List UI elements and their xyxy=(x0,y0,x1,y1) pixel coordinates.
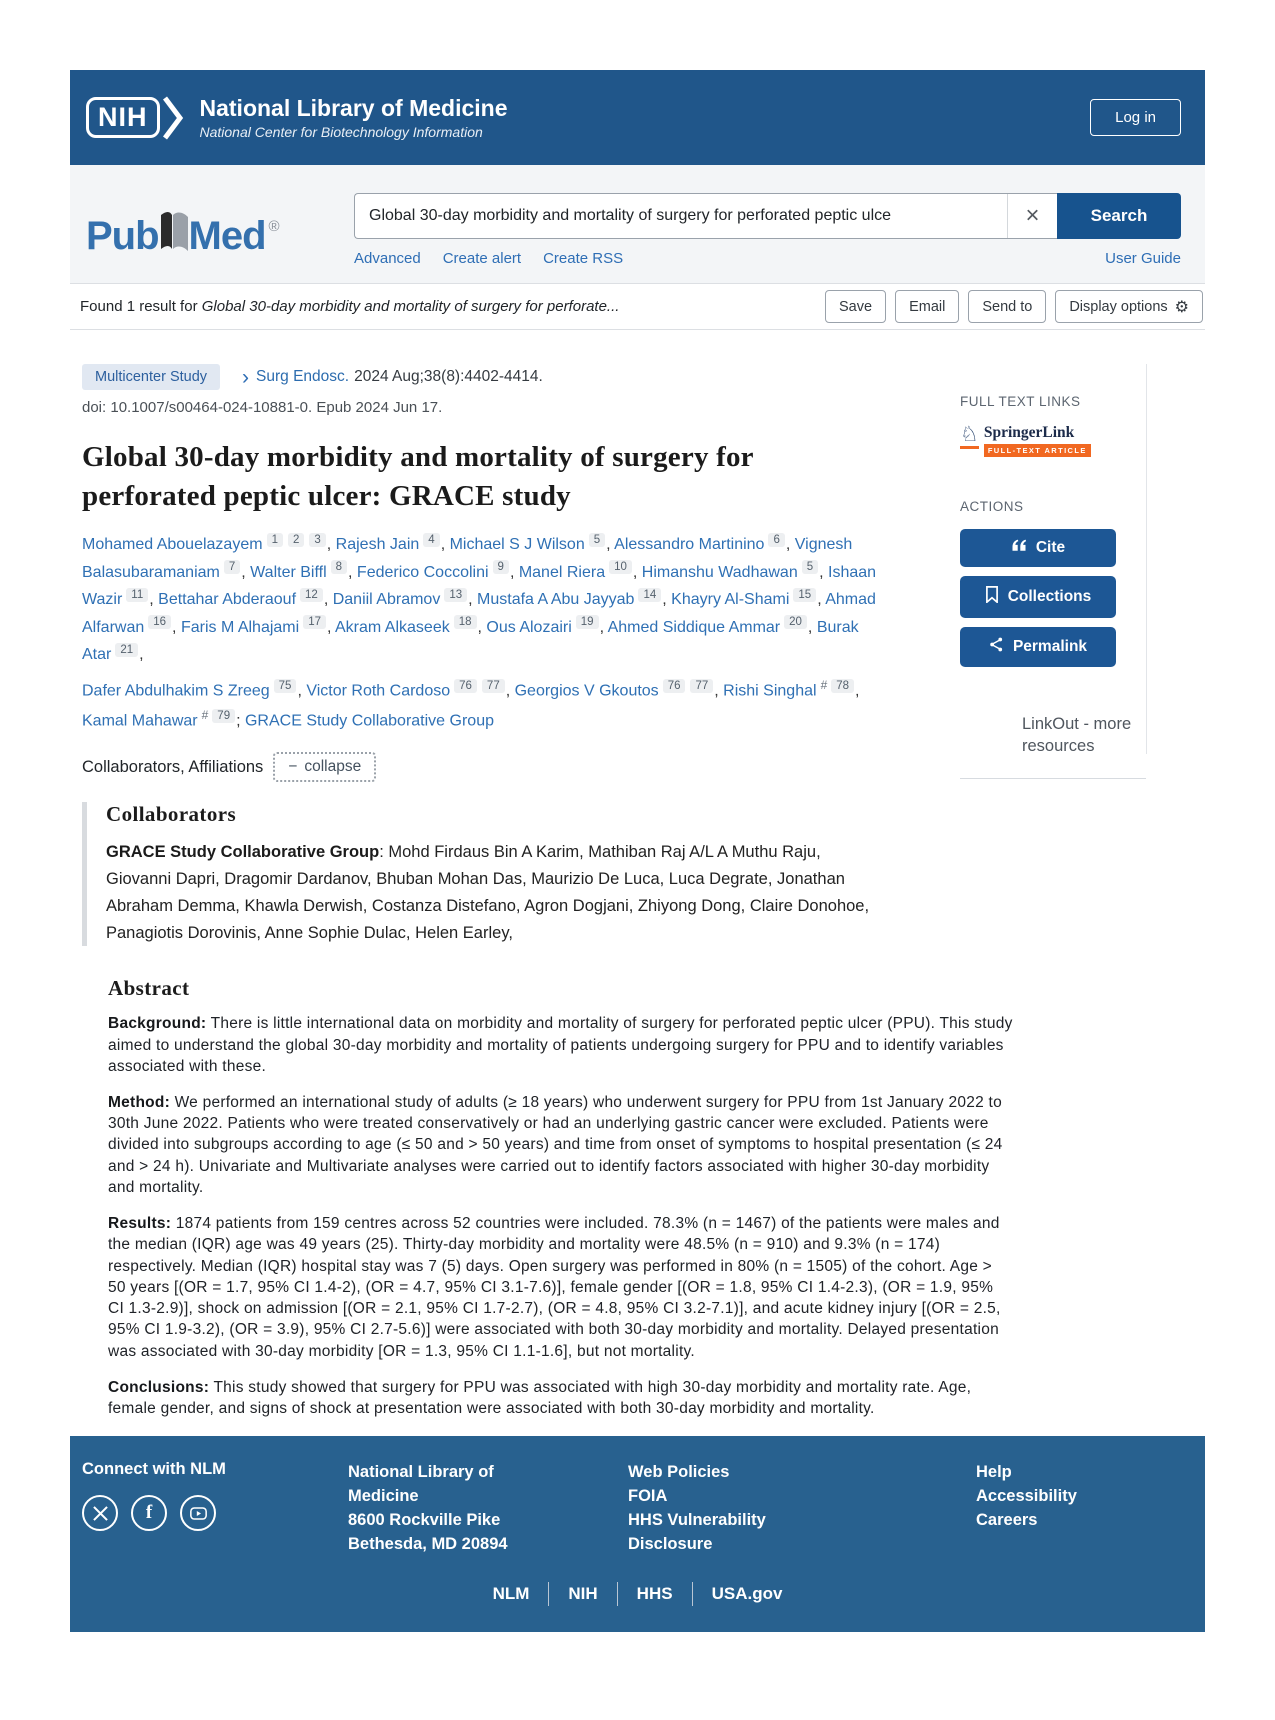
collaborators-section xyxy=(82,802,882,946)
author-link[interactable]: Mustafa A Abu Jayyab xyxy=(477,591,635,609)
footer-link[interactable]: Web Policies xyxy=(628,1463,730,1482)
journal-link[interactable]: Surg Endosc. xyxy=(256,368,350,385)
author-affiliation-sup: 19 xyxy=(576,615,599,629)
author-affiliation-sup: # xyxy=(201,707,209,722)
org-name: National Library of Medicine xyxy=(199,94,508,121)
youtube-icon[interactable] xyxy=(180,1495,216,1531)
author-affiliation-sup: 12 xyxy=(300,588,323,602)
author-link[interactable]: Rishi Singhal xyxy=(723,682,817,700)
author-affiliation-sup: 76 xyxy=(663,679,686,693)
abstract-paragraph: Conclusions: This study showed that surgery for PPU was associated with high 30-day morbidity and mortality rate. Age, female gender, and signs of shock at presentation were associated with both 30-day morbidity and mortality. xyxy=(108,1378,972,1418)
site-footer xyxy=(70,1436,1205,1632)
gear-icon: ⚙ xyxy=(1174,297,1189,316)
author-link[interactable]: Rajesh Jain xyxy=(335,536,420,554)
pubmed-logo-med: Med xyxy=(188,214,266,258)
author-link[interactable]: Akram Alkaseek xyxy=(335,618,450,636)
journal-chevron-icon: › xyxy=(242,365,250,389)
minus-icon: − xyxy=(288,758,298,776)
author-affiliation-sup: 16 xyxy=(148,615,171,629)
email-button[interactable]: Email xyxy=(895,290,959,323)
footer-bottom-link[interactable]: USA.gov xyxy=(692,1582,802,1606)
article-title: Global 30-day morbidity and mortality of surgery for perforated peptic ulcer: GRACE study xyxy=(82,441,754,512)
collaborators-heading: Collaborators xyxy=(106,802,237,827)
share-icon xyxy=(989,637,1004,657)
user-guide-link[interactable]: User Guide xyxy=(1105,250,1181,267)
collections-button[interactable]: Collections xyxy=(960,576,1116,618)
author-link[interactable]: Federico Coccolini xyxy=(356,563,489,581)
nih-chevron-icon xyxy=(162,94,184,142)
footer-link[interactable]: FOIA xyxy=(628,1487,668,1506)
author-link[interactable]: Burak Atar xyxy=(82,618,859,664)
author-affiliation-sup: 9 xyxy=(493,560,509,574)
pubmed-search-band xyxy=(70,165,1205,283)
publication-type-badge[interactable]: Multicenter Study xyxy=(82,364,220,390)
author-group: Mohamed Abouelazayem $^1$ $^2$ $^3$ , Rajesh Jain $^4$ , Michael S J Wilson $^5$ , Alessandro Martinino $^6$ , Vignesh Balasubaramaniam $^7$ , Walter Biffl $^8$ , Federico Coccolini $^9$ , Manel Riera $^{10}$ , Himanshu Wadhawan $^5$ , Ishaan Wazir $^{11}$ , Bettahar Abderaouf $^{12}$ , Daniil Abramov $^{13}$ , Mustafa A Abu Jayyab $^{14}$ , Khayry Al-Shami $^{15}$ , Ahmad Alfarwan $^{16}$ , Faris M Alhajami $^{17}$ , Akram Alkaseek $^{18}$ , Ous Alozairi $^{19}$ , Ahmed Siddique Ammar $^{20}$ , Burak Atar $^{21}$ , xyxy=(82,533,877,664)
author-link[interactable]: Himanshu Wadhawan xyxy=(641,563,798,581)
author-link[interactable]: Michael S J Wilson xyxy=(449,536,585,554)
footer-bottom-link[interactable]: HHS xyxy=(617,1582,692,1606)
author-affiliation-sup: 18 xyxy=(454,615,477,629)
author-affiliation-sup: 6 xyxy=(768,533,784,547)
author-link[interactable]: Walter Biffl xyxy=(250,563,327,581)
collapse-toggle-button[interactable]: − collapse xyxy=(273,752,376,782)
author-affiliation-sup: 13 xyxy=(444,588,467,602)
connect-with-nlm-heading: Connect with NLM xyxy=(82,1460,226,1479)
springer-crest-icon: ♘ xyxy=(960,424,979,449)
author-affiliation-sup: 21 xyxy=(115,643,138,657)
org-title-block xyxy=(200,95,508,141)
footer-policies-column xyxy=(628,1460,818,1556)
springer-name: SpringerLink xyxy=(983,424,1075,441)
registered-mark: ® xyxy=(268,218,280,235)
search-field-wrap xyxy=(354,193,1057,239)
author-affiliation-sup: 5 xyxy=(802,560,818,574)
author-link[interactable]: Manel Riera xyxy=(518,563,606,581)
author-affiliation-sup: 4 xyxy=(423,533,439,547)
author-affiliation-sup: 76 xyxy=(454,679,477,693)
pubmed-logo-pub: Pub xyxy=(86,214,159,258)
footer-link[interactable]: Help xyxy=(976,1463,1012,1482)
springer-link-badge[interactable] xyxy=(960,424,1146,457)
author-link[interactable]: Vignesh Balasubaramaniam xyxy=(82,536,853,581)
author-affiliation-sup: 78 xyxy=(831,679,854,693)
author-affiliation-sup: 14 xyxy=(638,588,661,602)
abstract-paragraph: Results: 1874 patients from 159 centres across 52 countries were included. 78.3% (n = 1467) of the patients were males and the median (IQR) age was 49 years (25). Thirty-day morbidity and mortality were 48.5% (n = 910) and 9.3% (n = 174) respectively. Median (IQR) hospital stay was 7 (5) days. Open surgery was performed in 80% (n = 1505) of the cohort. Age > 50 years [(OR = 1.7, 95% CI 1.4-2), (OR = 4.7, 95% CI 3.1-7.6)], female gender [(OR = 1.8, 95% CI 1.4-2.3), (OR = 1.9, 95% CI 1.3-2.9)], shock on admission [(OR = 2.1, 95% CI 1.7-2.7), (OR = 4.8, 95% CI 3.2-7.1)], and acute kidney injury [(OR = 2.5, 95% CI 1.9-3.2), (OR = 3.9), 95% CI 2.7-5.6)] were associated with both 30-day morbidity and mortality. Delayed presentation was associated with 30-day morbidity [OR = 1.3, 95% CI 1.1-1.6], but not mortality. xyxy=(108,1215,1001,1360)
abstract-paragraph: Background: There is little international data on morbidity and mortality of surgery for perforated peptic ulcer (PPU). This study aimed to understand the global 30-day morbidity and mortality of patients undergoing surgery for PPU and to identify variables associated with these. xyxy=(108,1015,1013,1075)
collaborators-text: GRACE Study Collaborative Group: Mohd Firdaus Bin A Karim, Mathiban Raj A/L A Muthu Raju, Giovanni Dapri, Dragomir Dardanov, Bhuban Mohan Das, Maurizio De Luca, Luca Degrate, Jonathan Abraham Demma, Khawla Derwish, Costanza Distefano, Agron Dogjani, Zhiyong Dong, Claire Donohoe, Panagiotis Dorovinis, Anne Sophie Dulac, Helen Earley, xyxy=(106,843,870,942)
author-affiliation-sup: 5 xyxy=(589,533,605,547)
author-link[interactable]: Alessandro Martinino xyxy=(614,536,765,554)
search-button[interactable]: Search xyxy=(1057,193,1181,239)
author-affiliation-sup: 77 xyxy=(482,679,505,693)
author-link[interactable]: Ahmad Alfarwan xyxy=(82,591,876,636)
pubmed-book-icon xyxy=(157,209,191,260)
abstract-heading: Abstract xyxy=(108,976,190,1001)
abstract-paragraphs xyxy=(108,1013,1013,1419)
article-column xyxy=(82,364,900,946)
author-link[interactable]: Ous Alozairi xyxy=(486,618,572,636)
actions-heading: ACTIONS xyxy=(960,499,1024,514)
author-link[interactable]: Ahmed Siddique Ammar xyxy=(607,618,781,636)
author-affiliation-sup: 15 xyxy=(793,588,816,602)
footer-address-line: National Library of Medicine xyxy=(348,1463,494,1506)
author-link[interactable]: Georgios V Gkoutos xyxy=(514,682,659,700)
nlm-header xyxy=(70,70,1205,165)
author-affiliation-sup: 1 xyxy=(267,533,283,547)
author-affiliation-sup: 11 xyxy=(126,588,148,602)
linkout-section xyxy=(960,713,1146,779)
doi-line: doi: 10.1007/s00464-024-10881-0. Epub 2024 Jun 17. xyxy=(82,399,443,416)
author-link[interactable]: Mohamed Abouelazayem xyxy=(82,536,263,554)
linkout-link[interactable]: LinkOut - more resources xyxy=(1022,715,1132,756)
footer-link[interactable]: Careers xyxy=(976,1511,1038,1530)
footer-link[interactable]: Accessibility xyxy=(976,1487,1077,1506)
create-rss-link[interactable]: Create RSS xyxy=(543,250,624,267)
springer-fulltext-label: FULL-TEXT ARTICLE xyxy=(984,444,1091,457)
advanced-link[interactable]: Advanced xyxy=(354,250,421,267)
collaborative-group-link[interactable]: GRACE Study Collaborative Group xyxy=(244,711,494,729)
collaborators-affiliations-label: Collaborators, Affiliations xyxy=(82,757,264,776)
footer-address-line: Bethesda, MD 20894 xyxy=(348,1535,508,1554)
author-link[interactable]: Daniil Abramov xyxy=(332,591,441,609)
footer-help-column xyxy=(976,1460,1193,1532)
display-options-button[interactable]: Display options ⚙ xyxy=(1055,290,1203,323)
author-affiliation-sup: 2 xyxy=(288,533,304,547)
citation-text: 2024 Aug;38(8):4402-4414. xyxy=(354,368,543,385)
pubmed-logo[interactable] xyxy=(86,193,354,267)
author-group: Dafer Abdulhakim S Zreeg $^{75}$ , Victor Roth Cardoso $^{76}$ $^{77}$ , Georgios V Gkoutos $^{76}$ $^{77}$ , Rishi Singhal # $^{78}$ , Kamal Mahawar # $^{79}$ ; GRACE Study Collaborative Group xyxy=(82,677,860,729)
results-query: Global 30-day morbidity and mortality of surgery for perforate... xyxy=(201,298,620,315)
author-affiliation-sup: 8 xyxy=(331,560,347,574)
org-subtitle: National Center for Biotechnology Information xyxy=(199,124,483,141)
nih-logo-text: NIH xyxy=(86,97,160,138)
author-affiliation-sup: 10 xyxy=(609,560,632,574)
footer-bottom-links xyxy=(82,1556,1193,1632)
full-text-links-heading: FULL TEXT LINKS xyxy=(960,394,1081,409)
send-to-button[interactable]: Send to xyxy=(968,290,1046,323)
save-button[interactable]: Save xyxy=(825,290,886,323)
search-input[interactable] xyxy=(355,207,1007,225)
footer-bottom-link[interactable]: NLM xyxy=(492,1584,530,1604)
sidebar xyxy=(960,364,1147,754)
author-link[interactable]: Khayry Al-Shami xyxy=(671,591,790,609)
author-link[interactable]: Bettahar Abderaouf xyxy=(158,591,297,609)
author-affiliation-sup: 75 xyxy=(274,679,297,693)
results-count-text: Found 1 result for Global 30-day morbidity and mortality of surgery for perforate... xyxy=(80,298,620,315)
bookmark-icon xyxy=(985,586,999,608)
footer-address-line: 8600 Rockville Pike xyxy=(348,1511,501,1530)
x-icon[interactable] xyxy=(82,1495,118,1531)
cite-button[interactable]: Cite xyxy=(960,529,1116,567)
facebook-icon[interactable]: f xyxy=(131,1495,167,1531)
author-affiliation-sup: 17 xyxy=(303,615,326,629)
abstract-paragraph: Method: We performed an international study of adults (≥ 18 years) who underwent surgery for PPU from 1st January 2022 to 30th June 2022. Patients who were treated conservatively or had an underlying gastric cancer were excluded. Patients were divided into subgroups according to age (≤ 50 and > 50 years) and time from onset of symptoms to hospital presentation (≤ 24 and > 24 h). Univariate and Multivariate analyses were carried out to identify factors associated with higher 30-day morbidity and mortality. xyxy=(108,1093,1003,1196)
footer-address-column xyxy=(348,1460,560,1556)
author-link[interactable]: Dafer Abdulhakim S Zreeg xyxy=(82,682,270,700)
login-button[interactable]: Log in xyxy=(1090,99,1181,136)
create-alert-link[interactable]: Create alert xyxy=(442,250,522,267)
author-link[interactable]: Ishaan Wazir xyxy=(82,563,877,609)
author-affiliation-sup: 7 xyxy=(224,560,240,574)
author-affiliation-sup: 77 xyxy=(690,679,713,693)
footer-bottom-link[interactable]: NIH xyxy=(548,1582,616,1606)
author-affiliation-sup: 79 xyxy=(212,709,235,723)
abstract-section xyxy=(108,976,1013,1419)
quote-icon xyxy=(1011,539,1027,557)
clear-search-icon[interactable]: × xyxy=(1007,194,1057,238)
nih-logo[interactable] xyxy=(86,94,184,142)
author-link[interactable]: Faris M Alhajami xyxy=(180,618,300,636)
author-link[interactable]: Victor Roth Cardoso xyxy=(306,682,451,700)
page-container xyxy=(70,70,1205,1632)
author-link[interactable]: Kamal Mahawar xyxy=(82,711,198,729)
author-affiliation-sup: # xyxy=(820,677,828,692)
author-affiliation-sup: 3 xyxy=(309,533,325,547)
author-affiliation-sup: 20 xyxy=(784,615,807,629)
footer-link[interactable]: HHS Vulnerability Disclosure xyxy=(628,1511,766,1554)
results-bar xyxy=(70,283,1205,330)
author-list xyxy=(82,531,894,734)
permalink-button[interactable]: Permalink xyxy=(960,627,1116,667)
